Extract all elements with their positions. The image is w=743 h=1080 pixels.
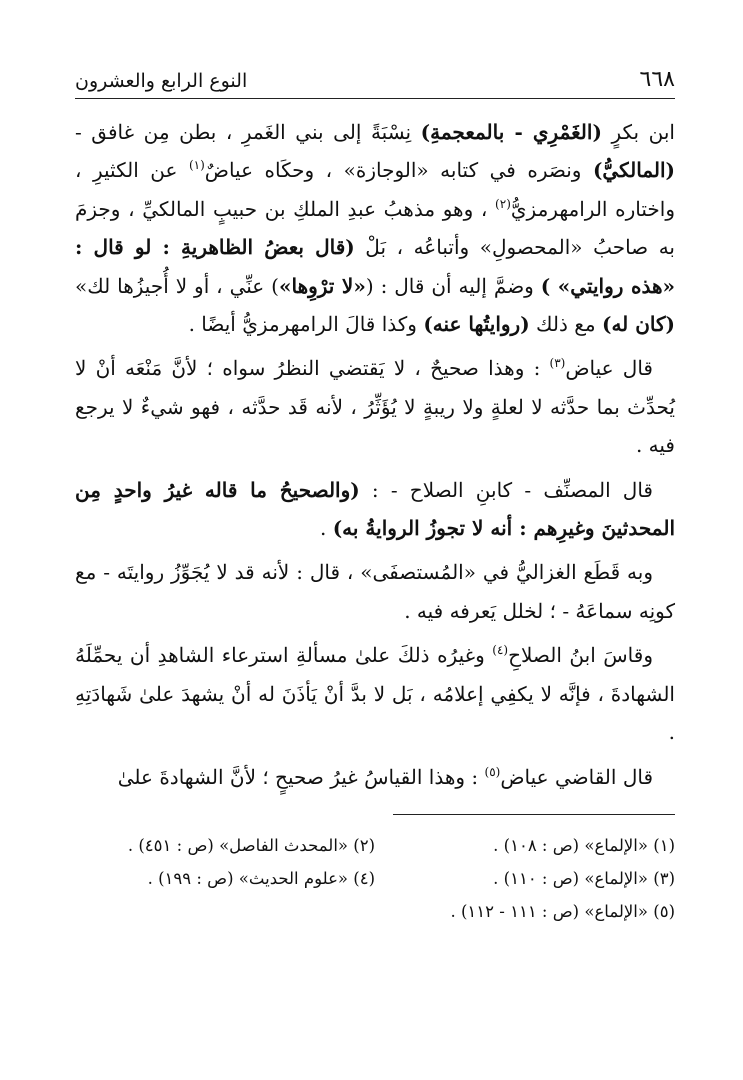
- page: [75, 58, 675, 928]
- commentary-text: ، وهو مذهبُ عبدِ الملكِ بن حبيبٍ المالكيِّ ، وجزمَ به صاحبُ «المحصولِ» وأتباعُه ، بَلْ: [75, 196, 675, 260]
- footnote-marker: (٢): [495, 196, 511, 211]
- running-title: النوع الرابع والعشرون: [75, 70, 248, 92]
- commentary-text: .: [320, 516, 333, 541]
- paragraph-1: [75, 113, 675, 343]
- paragraph-4: [75, 553, 675, 630]
- commentary-text: ) عنِّي ، أو لا أُجيزُها لك»: [75, 273, 279, 298]
- commentary-text: وقاسَ ابنُ الصلاحِ: [508, 643, 653, 668]
- running-header: [75, 58, 675, 92]
- paragraph-5: [75, 636, 675, 751]
- commentary-text: وغيرُه ذلكَ علىٰ مسألةِ استرعاء الشاهدِ أن يحمِّلَهُ الشهادةَ ، فإنَّه لا يكفِي إعلامُه ، بَل لا بدَّ أنْ يَأذَنَ له أنْ يشهدَ علىٰ شَهادَتِهِ .: [75, 643, 675, 745]
- quoted-matn-text: (روايتُها عنه): [423, 312, 530, 337]
- quoted-matn-text: (المالكيُّ): [592, 158, 675, 183]
- footnote-marker: (٥): [484, 764, 501, 779]
- commentary-text: ونصَره في كتابه «الوجازة» ، وحكَاه عياضٌ: [204, 158, 593, 183]
- quoted-matn-text: (والصحيحُ ما قاله غيرُ واحدٍ مِن المحدثينَ وغيرِهم : أنه لا تجوزُ الروايةُ به): [75, 477, 675, 541]
- quoted-matn-text: (قال بعضُ الظاهريةِ : لو قال : «هذه روايتي» ): [75, 235, 675, 298]
- paragraph-3: [75, 471, 675, 548]
- commentary-text: : وهذا صحيحٌ ، لا يَقتضي النظرُ سواه ؛ لأنَّ مَنْعَه أنْ لا يُحدِّث بما حدَّثه لا لعلةٍ ولا ريبةٍ لا يُؤَثِّرُ ، لأنه قَد حدَّثه ، فهو شيءٌ لا يرجع فيه .: [75, 356, 675, 458]
- footnote-2: (٢) «المحدث الفاصل» (ص : ٤٥١) .: [127, 835, 375, 855]
- body-text: [75, 113, 675, 796]
- commentary-text: قال عياض: [565, 356, 653, 381]
- commentary-text: قال القاضي عياض: [500, 764, 653, 789]
- quoted-matn-text: (الغَمْرِي - بالمعجمةِ): [420, 120, 602, 144]
- commentary-text: مع ذلك: [529, 312, 602, 337]
- quoted-matn-text: (كان له): [601, 312, 675, 337]
- page-number: ٦٦٨: [639, 67, 675, 92]
- footnote-marker: (١): [188, 158, 205, 173]
- commentary-text: قال المصنِّف - كابنِ الصلاح - :: [359, 477, 653, 502]
- paragraph-6: [75, 758, 675, 796]
- footnote-3: (٣) «الإلماع» (ص : ١١٠) .: [493, 868, 675, 888]
- footnote-4: (٤) «علوم الحديث» (ص : ١٩٩) .: [147, 868, 375, 888]
- quoted-matn-text: «لا ترْوِها»: [278, 273, 366, 298]
- commentary-text: عن الكثيرِ ، واختاره الرامهرمزيُّ: [75, 158, 675, 221]
- footnote-1: (١) «الإلماع» (ص : ١٠٨) .: [493, 835, 675, 855]
- paragraph-2: [75, 349, 675, 464]
- commentary-text: نِسْبَةً إلى بني الغَمرِ ، بطن مِن غافق -: [75, 120, 421, 144]
- commentary-text: وبه قَطَع الغزاليُّ في «المُستصفَى» ، قال : لأنه قد لا يُجَوِّزُ روايتَه - مع كونِه سماعَهُ - ؛ لخلل يَعرفه فيه .: [75, 560, 675, 623]
- commentary-text: : وهذا القياسُ غيرُ صحيحٍ ؛ لأنَّ الشهادةَ علىٰ: [117, 764, 485, 789]
- footnote-marker: (٤): [492, 643, 509, 658]
- footnote-marker: (٣): [549, 356, 566, 371]
- commentary-text: ابن بكرٍ: [601, 120, 675, 144]
- header-rule: [75, 98, 675, 99]
- footnotes: [75, 829, 675, 928]
- commentary-text: وكذا قالَ الرامهرمزيُّ أيضًا .: [188, 312, 424, 337]
- footnote-rule: [393, 814, 675, 815]
- footnote-5: (٥) «الإلماع» (ص : ١١١ - ١١٢) .: [450, 901, 675, 921]
- commentary-text: وضمَّ إليه أن قال : (: [365, 273, 541, 298]
